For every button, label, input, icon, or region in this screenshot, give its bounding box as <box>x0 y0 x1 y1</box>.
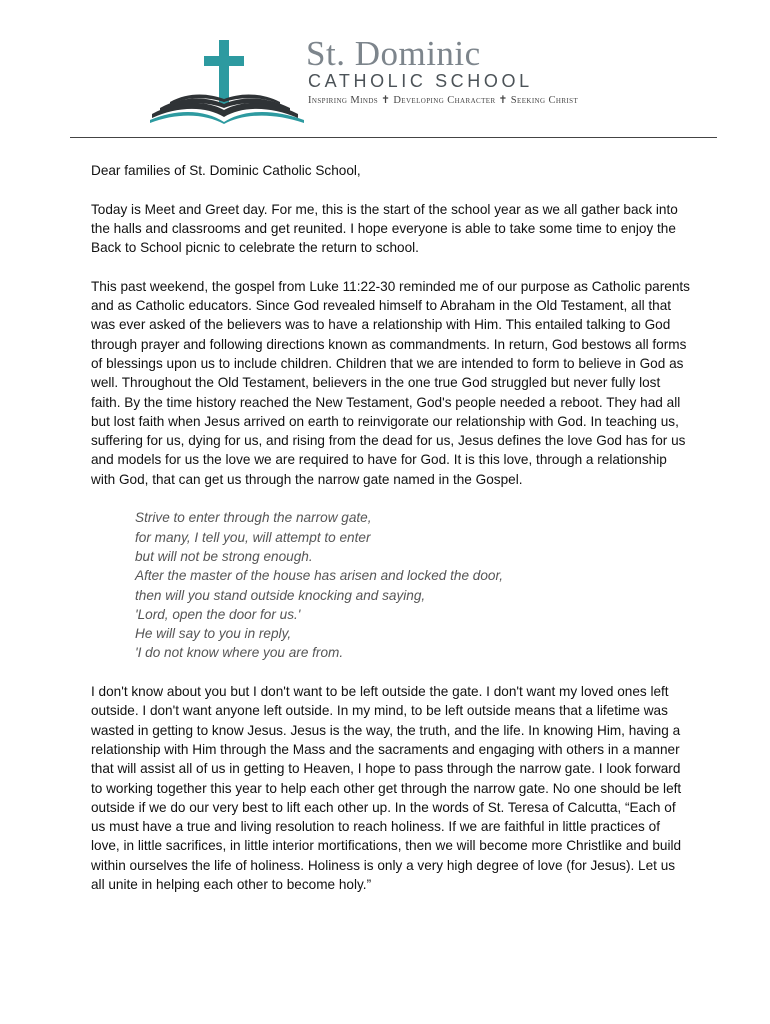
quote-line: He will say to you in reply, <box>135 626 292 642</box>
letter-body <box>91 161 691 914</box>
paragraph-gospel: This past weekend, the gospel from Luke 11:22-30 reminded me of our purpose as Catholic parents and as Catholic educators. Since God revealed himself to Abraham in the Old Testament, all that was ever asked of the believers was to have a relationship with Him. This entailed talking to God through prayer and following directions known as commandments. In return, God bestows all forms of blessings upon us to include children. Children that we are intended to form to believe in God as well. Throughout the Old Testament, believers in the one true God struggled but never fully lost faith. By the time history reached the New Testament, God's people needed a reboot. They had all but lost faith when Jesus arrived on earth to reinvigorate our relationship with God. In teaching us, suffering for us, dying for us, and rising from the dead for us, Jesus defines the love God has for us and models for us the love we are required to have for God. It is this love, through a relationship with God, that can get us through the narrow gate named in the Gospel. <box>91 278 690 487</box>
quote-line: for many, I tell you, will attempt to enter <box>135 529 371 545</box>
quote-line: 'Lord, open the door for us.' <box>135 606 301 622</box>
letterhead <box>0 0 770 140</box>
school-tagline: Inspiring Minds ✝ Developing Character ✝ Seeking Christ <box>308 95 579 106</box>
cross-and-open-book-icon <box>148 38 308 124</box>
header-divider <box>70 137 717 138</box>
paragraph-closing: I don't know about you but I don't want to be left outside the gate. I don't want my loved ones left outside. I don't want anyone left outside. In my mind, to be left outside means that a lifetime was wasted in getting to know Jesus. Jesus is the way, the truth, and the life. In knowing Him, having a relationship with Him through the Mass and the sacraments and engaging with others in a manner that will assist all of us in getting to Heaven, I hope to pass through the narrow gate. I look forward to working together this year to help each other get through the narrow gate. No one should be left outside if we do our very best to lift each other up. In the words of St. Teresa of Calcutta, “Each of us must have a true and living resolution to reach holiness. If we are faithful in little practices of love, in little sacrifices, in little interior mortifications, then we will become more Christlike and build within ourselves the life of holiness. Holiness is only a very high degree of love (for Jesus). Let us all unite in helping each other to become holy.” <box>91 684 682 892</box>
quote-line: After the master of the house has arisen and locked the door, <box>135 568 504 584</box>
school-subtitle: CATHOLIC SCHOOL <box>308 71 533 91</box>
salutation: Dear families of St. Dominic Catholic School, <box>91 163 361 178</box>
quote-line: Strive to enter through the narrow gate, <box>135 510 372 526</box>
paragraph-intro: Today is Meet and Greet day. For me, this is the start of the school year as we all gather back into the halls and classrooms and get reunited. I hope everyone is able to take some time to enjoy the Back to School picnic to celebrate the return to school. <box>91 201 678 256</box>
quote-line: then will you stand outside knocking and saying, <box>135 587 426 603</box>
quote-line: 'I do not know where you are from. <box>135 645 344 661</box>
quote-line: but will not be strong enough. <box>135 548 313 564</box>
school-name: St. Dominic <box>306 34 481 73</box>
scripture-quote <box>135 508 691 662</box>
